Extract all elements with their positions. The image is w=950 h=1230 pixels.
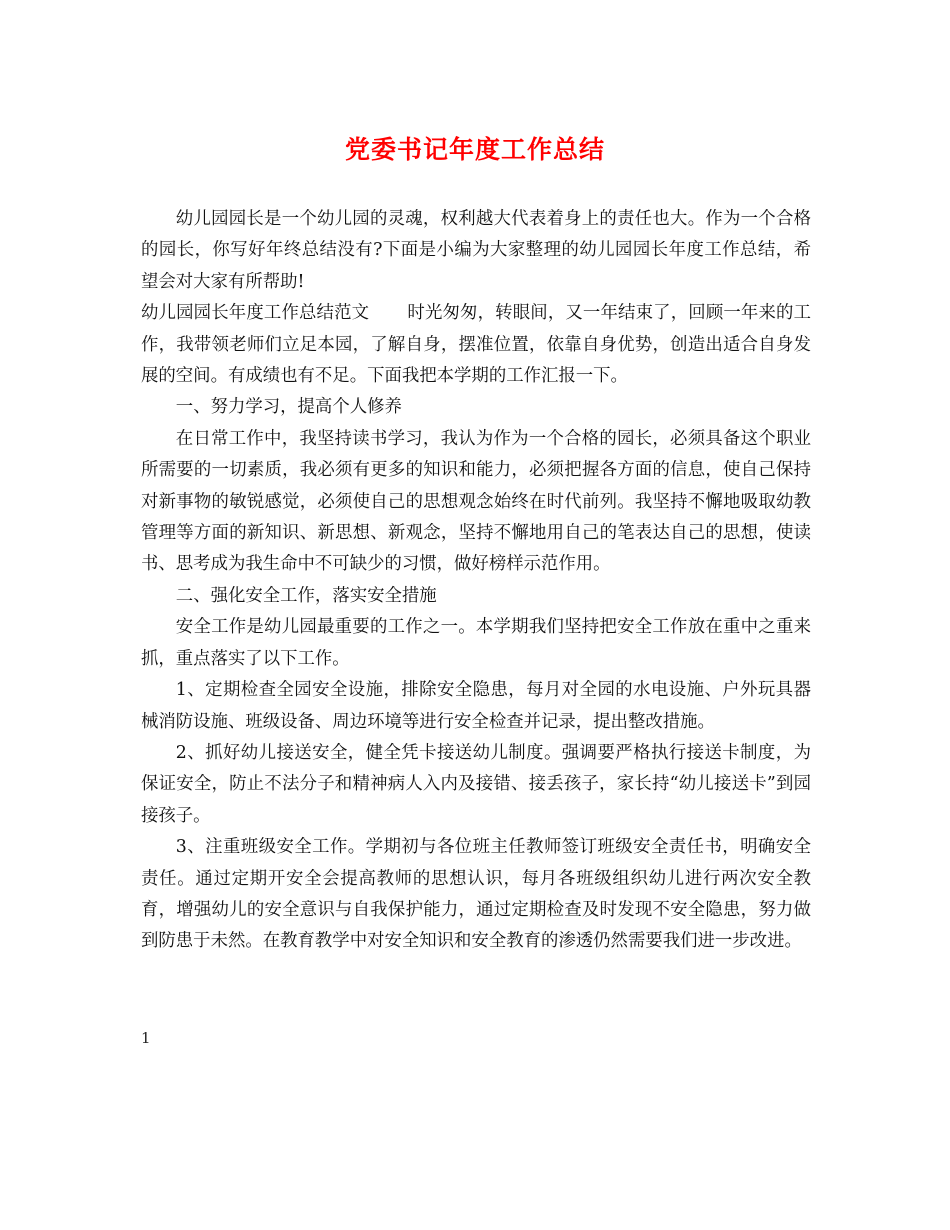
intro-paragraph: 幼儿园园长是一个幼儿园的灵魂，权利越大代表着身上的责任也大。作为一个合格的园长，你写好年终总结没有?下面是小编为大家整理的幼儿园园长年度工作总结，希望会对大家有所帮助!	[141, 209, 811, 292]
study-paragraph: 在日常工作中，我坚持读书学习，我认为作为一个合格的园长，必须具备这个职业所需要的一切素质，我必须有更多的知识和能力，必须把握各方面的信息，使自己保持对新事物的敏锐感觉，必须使自己的思想观念始终在时代前列。我坚持不懈地吸取幼教管理等方面的新知识、新思想、新观念，坚持不懈地用自己的笔表达自己的思想，使读书、思考成为我生命中不可缺少的习惯，做好榜样示范作用。	[141, 428, 811, 575]
section-heading-safety: 二、强化安全工作，落实安全措施	[175, 585, 437, 606]
review-paragraph: 时光匆匆，转眼间，又一年结束了，回顾一年来的工作，我带领老师们立足本园，了解自身，摆准位置，依靠自身优势，创造出适合自身发展的空间。有成绩也有不足。下面我把本学期的工作汇报一下。	[141, 303, 811, 387]
document-body	[141, 204, 811, 958]
sample-heading-paragraph	[141, 298, 811, 392]
safety-intro-paragraph: 安全工作是幼儿园最重要的工作之一。本学期我们坚持把安全工作放在重中之重来抓，重点落实了以下工作。	[141, 617, 811, 669]
document-title: 党委书记年度工作总结	[344, 135, 605, 164]
page-number: 1	[141, 1029, 151, 1047]
section-heading-study: 一、努力学习，提高个人修养	[175, 397, 402, 418]
safety-item-1: 1、定期检查全园安全设施，排除安全隐患，每月对全园的水电设施、户外玩具器械消防设施、班级设备、周边环境等进行安全检查并记录，提出整改措施。	[141, 680, 811, 732]
safety-item-2: 2、抓好幼儿接送安全，健全凭卡接送幼儿制度。强调要严格执行接送卡制度，为保证安全，防止不法分子和精神病人入内及接错、接丢孩子，家长持“幼儿接送卡”到园接孩子。	[141, 742, 811, 826]
safety-item-3: 3、注重班级安全工作。学期初与各位班主任教师签订班级安全责任书，明确安全责任。通过定期开安全会提高教师的思想认识，每月各班级组织幼儿进行两次安全教育，增强幼儿的安全意识与自我保护能力，通过定期检查及时发现不安全隐患，努力做到防患于未然。在教育教学中对安全知识和安全教育的渗透仍然需要我们进一步改进。	[141, 837, 811, 952]
sample-heading: 幼儿园园长年度工作总结范文	[141, 303, 370, 324]
